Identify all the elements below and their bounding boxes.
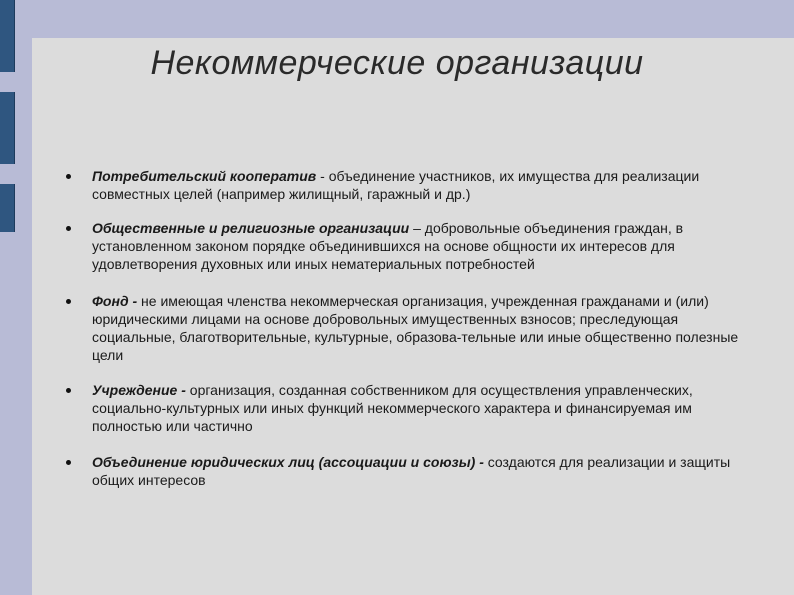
left-decorative-strip — [0, 0, 32, 595]
bullet-icon — [66, 460, 71, 465]
bullet-icon — [66, 174, 71, 179]
item-text: организация, созданная собственником для осуществления управленческих, социально-культурных или иных функций некоммерческого характера и финансируемая им полностью или частично — [92, 382, 693, 434]
top-decorative-band — [32, 0, 794, 38]
list-item-fund — [92, 292, 742, 364]
item-text: – добровольные объединения граждан, в установленном законом порядке объединившихся на основе общности их интересов для удовлетворения духовных или иных нематериальных потребностей — [92, 220, 684, 272]
item-text: - объединение участников, их имущества для реализации совместных целей (например жилищный, гаражный и др.) — [92, 168, 700, 202]
item-term: Потребительский кооператив — [92, 168, 317, 184]
slide-title: Некоммерческие организации — [150, 44, 644, 82]
list-item-consumer-cooperative — [92, 167, 742, 203]
item-term: Объединение юридических лиц (ассоциации и союзы) - — [92, 454, 484, 470]
bullet-icon — [66, 226, 71, 231]
item-text: создаются для реализации и защиты общих интересов — [92, 454, 731, 488]
list-item-institution — [92, 381, 742, 435]
bullet-icon — [66, 299, 71, 304]
item-term: Фонд - — [92, 293, 138, 309]
accent-bar-bottom — [0, 184, 15, 232]
bullet-icon — [66, 388, 71, 393]
item-term: Общественные и религиозные организации — [92, 220, 410, 236]
list-item-association-of-legal-entities — [92, 453, 742, 489]
item-text: не имеющая членства некоммерческая организация, учрежденная гражданами и (или) юридическими лицами на основе добровольных имущественных взносов; преследующая социальные, благотворительные, культурные, образова-тельные или иные общественно полезные цели — [92, 293, 739, 363]
item-term: Учреждение - — [92, 382, 186, 398]
accent-bar-middle — [0, 92, 15, 164]
list-item-public-religious-organizations — [92, 219, 742, 273]
